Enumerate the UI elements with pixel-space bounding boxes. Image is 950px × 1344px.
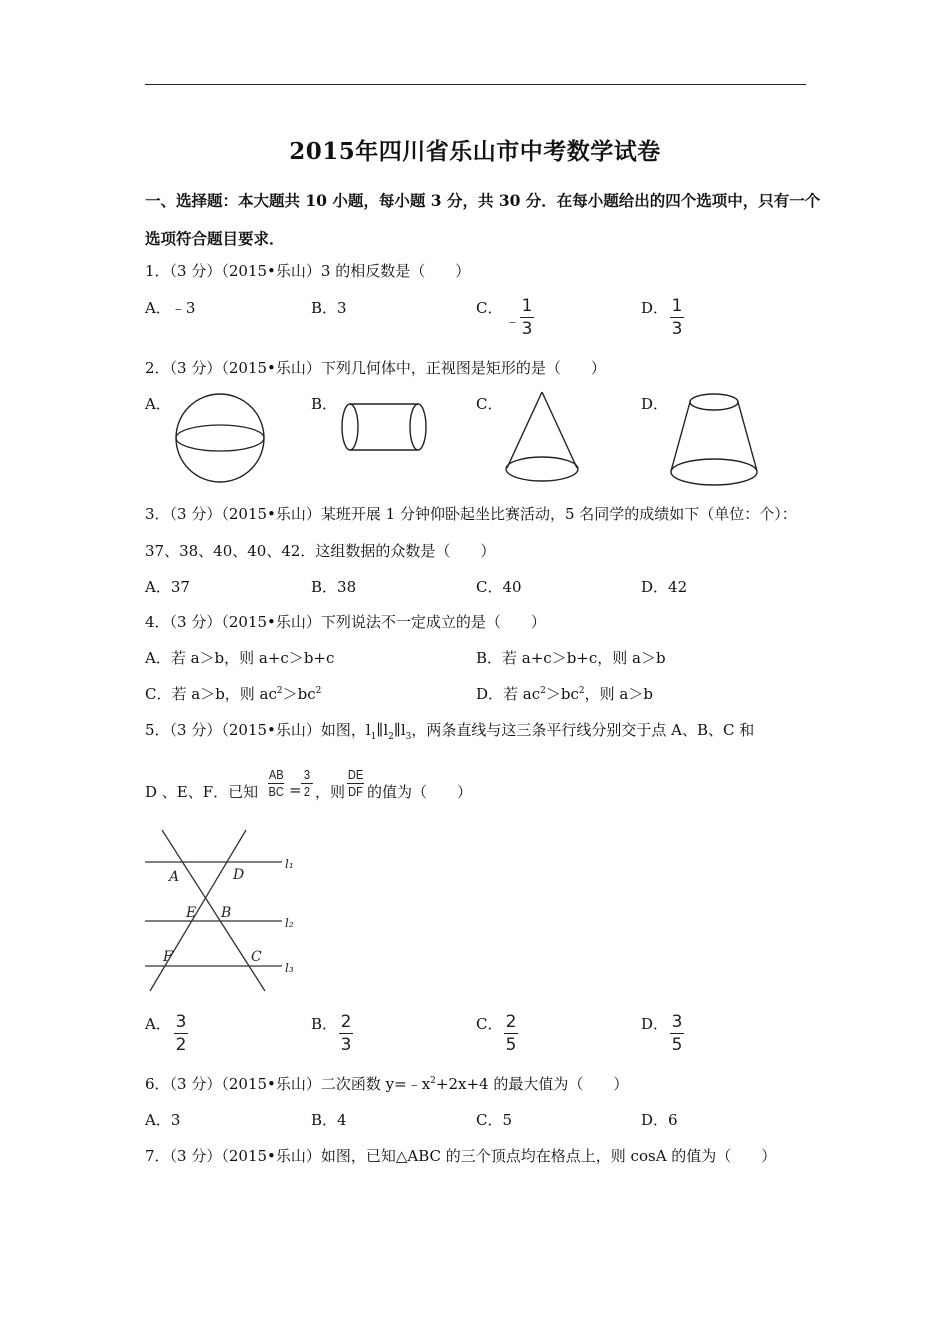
text: 5．（3 分）（2015•乐山）如图，l bbox=[145, 721, 371, 739]
question-5-option-d-fraction bbox=[670, 1013, 684, 1054]
fraction-numerator: AB bbox=[268, 767, 284, 782]
question-2-option-d: D． bbox=[641, 395, 669, 413]
fraction-numerator: DE bbox=[347, 767, 364, 782]
subscript: 3 bbox=[405, 732, 412, 742]
point-label-a: A bbox=[169, 869, 180, 885]
header-rule bbox=[145, 84, 806, 85]
text: C．若 a＞b，则 ac bbox=[145, 685, 277, 703]
fraction-numerator: 1 bbox=[671, 296, 683, 316]
superscript: 2 bbox=[276, 686, 283, 696]
fraction-ab-bc bbox=[268, 768, 284, 799]
question-6-option-b: B．4 bbox=[311, 1111, 347, 1129]
question-3-stem-line2: 37、38、40、40、42．这组数据的众数是（ ） bbox=[145, 542, 496, 560]
text: D．若 ac bbox=[476, 685, 541, 703]
superscript: 2 bbox=[430, 1076, 436, 1086]
text: ∥l bbox=[376, 721, 389, 739]
fraction-denominator: 3 bbox=[671, 319, 683, 339]
question-6-option-c: C．5 bbox=[476, 1111, 513, 1129]
question-4-option-a: A．若 a＞b，则 a+c＞b+c bbox=[145, 649, 335, 667]
fraction-numerator: 2 bbox=[340, 1012, 352, 1032]
fraction-numerator: 3 bbox=[175, 1012, 187, 1032]
question-4-option-b: B．若 a+c＞b+c，则 a＞b bbox=[476, 649, 666, 667]
question-5-option-b-label: B． bbox=[311, 1015, 338, 1033]
question-3-option-a: A．37 bbox=[145, 578, 190, 596]
question-5-option-a-label: A． bbox=[145, 1015, 171, 1033]
cylinder-figure bbox=[340, 402, 430, 454]
question-1-stem: 1．（3 分）（2015•乐山）3 的相反数是（ ） bbox=[145, 262, 471, 280]
superscript: 2 bbox=[540, 686, 546, 696]
section-heading-line2: 选项符合题目要求． bbox=[145, 229, 285, 248]
point-label-d: D bbox=[233, 867, 245, 883]
fraction-denominator: BC bbox=[268, 784, 284, 799]
fraction-de-df bbox=[347, 768, 364, 799]
question-4-stem: 4．（3 分）（2015•乐山）下列说法不一定成立的是（ ） bbox=[145, 613, 546, 631]
subscript: 2 bbox=[388, 732, 394, 742]
text: ，则 bbox=[315, 783, 346, 801]
text: 6．（3 分）（2015•乐山）二次函数 y=﹣x bbox=[145, 1075, 431, 1093]
question-2-stem: 2．（3 分）（2015•乐山）下列几何体中，正视图是矩形的是（ ） bbox=[145, 359, 606, 377]
question-5-line2-prefix: D 、E、F．已知 bbox=[145, 783, 259, 801]
subscript: 1 bbox=[370, 732, 377, 742]
fraction-numerator: 2 bbox=[505, 1012, 517, 1032]
superscript: 2 bbox=[578, 686, 585, 696]
question-5-option-a-fraction bbox=[174, 1013, 188, 1054]
question-5-option-b-fraction bbox=[339, 1013, 353, 1054]
cone-figure bbox=[504, 390, 582, 490]
fraction-numerator: 1 bbox=[521, 296, 533, 316]
question-3-option-d: D．42 bbox=[641, 578, 688, 596]
question-5-line2-suffix: 的值为（ ） bbox=[367, 783, 473, 801]
text: +2x+4 的最大值为（ ） bbox=[435, 1075, 629, 1093]
fraction-denominator: 2 bbox=[303, 784, 311, 799]
fraction-numerator: 3 bbox=[671, 1012, 683, 1032]
line-label-l1: l₁ bbox=[285, 857, 294, 871]
question-2-option-a: A． bbox=[145, 395, 171, 413]
text: ＞bc bbox=[282, 685, 316, 703]
question-4-option-d bbox=[476, 683, 653, 704]
question-1-option-c-sign: ﹣ bbox=[505, 312, 521, 330]
point-label-e: E bbox=[186, 905, 197, 921]
text: ，两条直线与这三条平行线分别交于点 A、B、C 和 bbox=[411, 721, 755, 739]
question-6-option-a: A．3 bbox=[145, 1111, 181, 1129]
text: ∥l bbox=[393, 721, 406, 739]
question-6-stem bbox=[145, 1073, 628, 1094]
question-2-option-b: B． bbox=[311, 395, 338, 413]
line-label-l2: l₂ bbox=[285, 916, 294, 930]
equals-sign: = bbox=[289, 781, 302, 799]
point-label-b: B bbox=[221, 905, 232, 921]
question-1-option-a: A．﹣3 bbox=[145, 299, 196, 317]
fraction-numerator: 3 bbox=[301, 768, 313, 784]
question-3-stem-line1: 3．（3 分）（2015•乐山）某班开展 1 分钟仰卧起坐比赛活动，5 名同学的成绩如下（单位：个）： bbox=[145, 505, 797, 523]
superscript: 2 bbox=[315, 686, 322, 696]
text: ＞bc bbox=[545, 685, 579, 703]
question-3-option-c: C．40 bbox=[476, 578, 522, 596]
frustum-figure bbox=[668, 392, 760, 488]
question-1-option-d-label: D． bbox=[641, 299, 669, 317]
point-label-c: C bbox=[251, 949, 262, 965]
sphere-figure bbox=[174, 392, 266, 484]
fraction-denominator: 5 bbox=[671, 1035, 683, 1055]
text: ，则 a＞b bbox=[584, 685, 653, 703]
question-1-option-d-fraction bbox=[670, 297, 684, 338]
question-2-option-c: C． bbox=[476, 395, 503, 413]
parallel-lines-figure bbox=[142, 825, 307, 995]
fraction-3-2 bbox=[301, 768, 313, 799]
question-1-option-c-fraction bbox=[520, 297, 534, 338]
page-title: 2015年四川省乐山市中考数学试卷 bbox=[289, 138, 661, 165]
question-5-option-c-label: C． bbox=[476, 1015, 503, 1033]
line-label-l3: l₃ bbox=[285, 961, 294, 975]
question-3-option-b: B．38 bbox=[311, 578, 357, 596]
fraction-denominator: 5 bbox=[505, 1035, 517, 1055]
question-4-option-c bbox=[145, 683, 321, 704]
question-5-stem-line1 bbox=[145, 719, 754, 740]
question-5-option-c-fraction bbox=[504, 1013, 518, 1054]
fraction-denominator: DF bbox=[348, 784, 363, 799]
question-1-option-c-label: C． bbox=[476, 299, 503, 317]
fraction-denominator: 3 bbox=[521, 319, 533, 339]
question-7-stem: 7．（3 分）（2015•乐山）如图，已知△ABC 的三个顶点均在格点上，则 cosA 的值为（ ） bbox=[145, 1147, 777, 1165]
fraction-denominator: 3 bbox=[340, 1035, 352, 1055]
question-6-option-d: D．6 bbox=[641, 1111, 678, 1129]
fraction-denominator: 2 bbox=[175, 1035, 187, 1055]
section-heading-line1: 一、选择题：本大题共 10 小题，每小题 3 分，共 30 分．在每小题给出的四个选项中，只有一个 bbox=[145, 191, 821, 210]
question-5-option-d-label: D． bbox=[641, 1015, 669, 1033]
point-label-f: F bbox=[163, 949, 173, 965]
question-1-option-b: B．3 bbox=[311, 299, 347, 317]
